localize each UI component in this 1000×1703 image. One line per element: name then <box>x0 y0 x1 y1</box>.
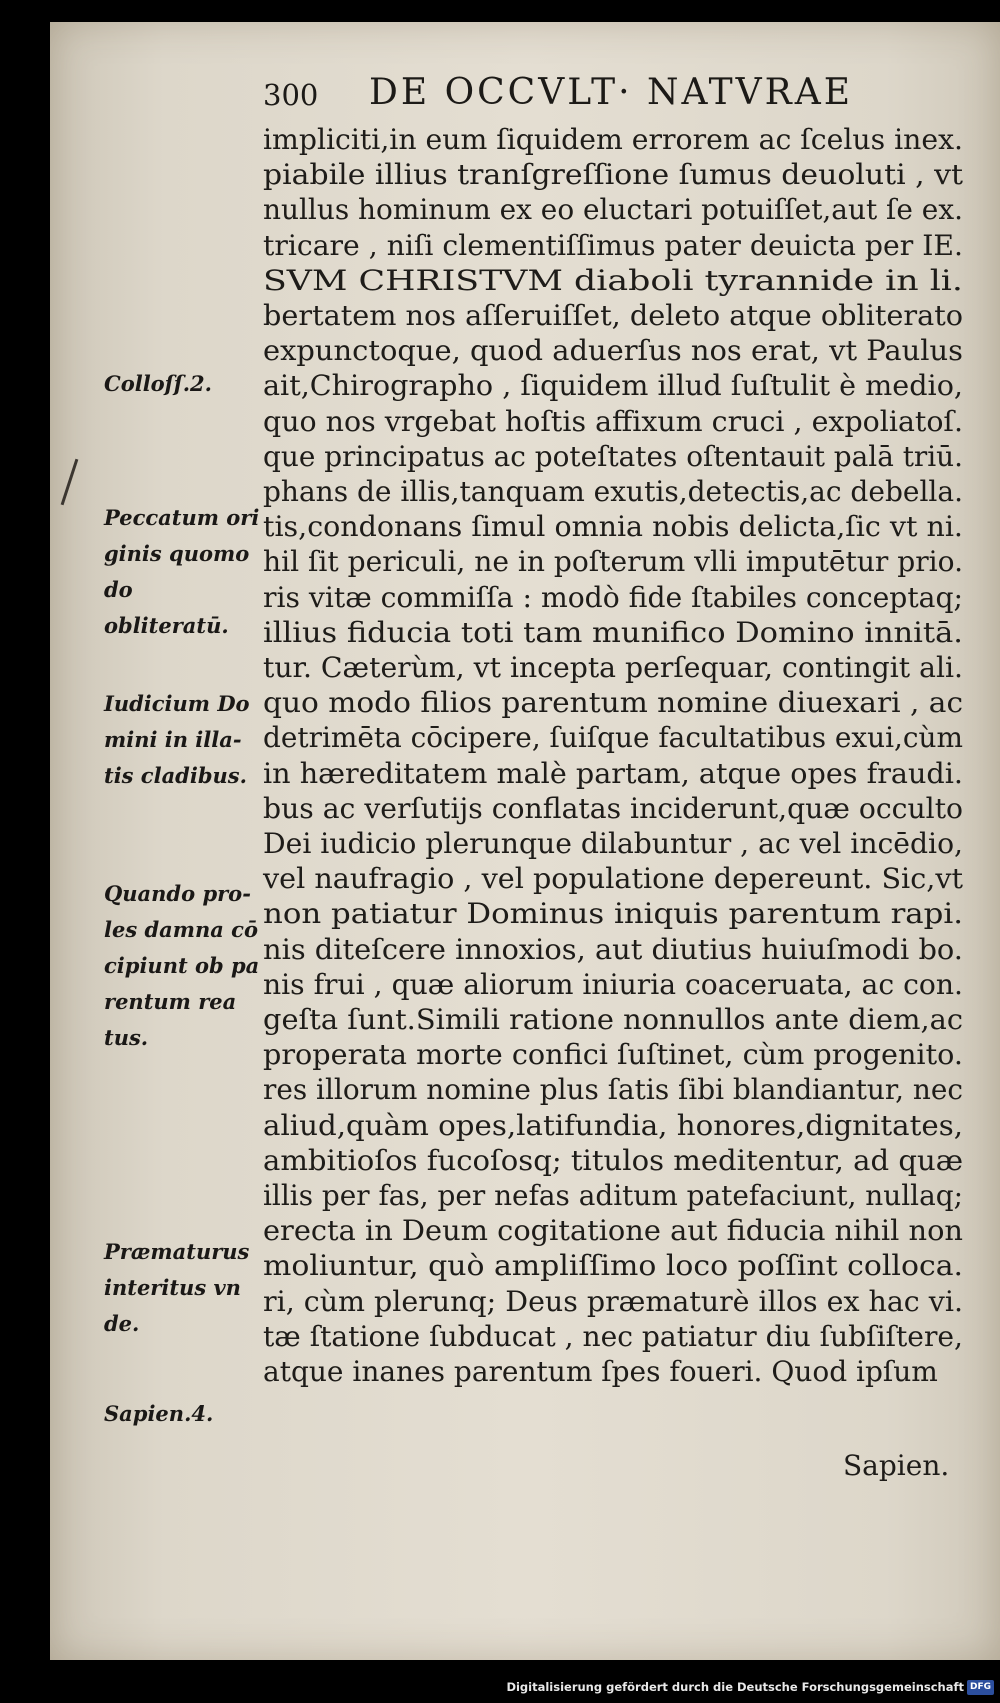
text-line-content: piabile illius tranſgreſſione ſumus deuoluti , vt <box>263 158 964 192</box>
text-line-content: illius fiducia toti tam munifico Domino innitā. <box>263 615 963 649</box>
text-line <box>263 298 964 333</box>
catchword: Sapien. <box>843 1449 950 1482</box>
text-line <box>263 1319 963 1354</box>
text-line <box>263 650 964 685</box>
text-line-content: tricare , niſi clementiſſimus pater deuicta per IE. <box>263 228 963 262</box>
text-line <box>263 333 963 368</box>
text-line-content: SVM CHRISTVM diaboli tyrannide in li. <box>263 263 963 297</box>
text-line <box>263 1178 965 1213</box>
text-line <box>263 439 966 474</box>
text-line-content: ri, cùm plerunq; Deus præmaturè illos ex hac vi. <box>263 1284 964 1318</box>
text-line <box>263 1143 964 1178</box>
text-line <box>263 1002 963 1037</box>
text-line-content: phans de illis,tanquam exutis,detectis,ac debella. <box>263 475 963 508</box>
text-line <box>263 826 964 861</box>
text-line <box>263 509 963 544</box>
text-line <box>263 861 964 896</box>
text-line-content: non patiatur Dominus iniquis parentum rapi. <box>263 897 964 931</box>
text-line-content: atque inanes parentum ſpes foueri. Quod ipſum <box>263 1355 938 1388</box>
page-header <box>263 72 883 122</box>
marginal-note: Colloſſ.2. <box>104 371 212 396</box>
text-line <box>263 1213 963 1248</box>
text-line-content: in hæreditatem malè partam, atque opes fraudi. <box>263 756 963 790</box>
marginal-note: Sapien.4. <box>104 1401 214 1426</box>
text-line <box>263 228 963 263</box>
text-line-content: Dei iudicio plerunque dilabuntur , ac vel incēdio, <box>263 827 964 860</box>
text-line <box>263 192 965 227</box>
marginal-note: Peccatum ori ginis quomo do obliteratū. <box>104 505 260 638</box>
text-line-content: tæ ſtatione ſubducat , nec patiatur diu ſubſiſtere, <box>263 1319 963 1353</box>
text-line-content: ris vitæ commiſſa : modò fide ſtabiles conceptaq; <box>263 580 964 614</box>
text-line <box>263 404 964 439</box>
text-line <box>263 580 964 615</box>
text-line-content: detrimēta cōcipere, ſuiſque facultatibus exui,cùm <box>263 721 964 755</box>
text-line-content: nullus hominum ex eo eluctari potuiſſet,aut ſe ex. <box>263 193 963 227</box>
text-line <box>263 122 964 157</box>
dfg-logo: DFG <box>967 1680 994 1695</box>
text-line <box>263 791 964 826</box>
digitization-footer <box>0 1674 1000 1703</box>
text-line <box>263 1037 963 1072</box>
text-line-content: illis per fas, per nefas aditum patefaciunt, nullaq; <box>263 1179 964 1212</box>
text-line-content: impliciti,in eum ſiquidem errorem ac ſcelus inex. <box>263 123 964 156</box>
text-line <box>263 932 963 967</box>
text-line-content: erecta in Deum cogitatione aut fiducia nihil non <box>263 1214 963 1248</box>
text-line-content: moliuntur, quò ampliſſimo loco poſſint colloca. <box>263 1249 964 1283</box>
text-line-content: bertatem nos aſſeruiſſet, deleto atque obliterato <box>263 299 964 332</box>
text-line <box>263 1284 964 1319</box>
text-line <box>263 896 964 931</box>
text-line-content: quo nos vrgebat hoſtis affixum cruci , expoliatoſ. <box>263 404 964 438</box>
text-line-content: aliud,quàm opes,latifundia, honores,dignitates, <box>263 1108 964 1142</box>
text-line <box>263 1072 965 1107</box>
text-line-content: nis diteſcere innoxios, aut diutius huiuſmodi bo. <box>263 932 963 966</box>
text-line-content: bus ac verſutijs conflatas inciderunt,quæ occulto <box>263 791 964 825</box>
text-line-content: properata morte confici ſuſtinet, cùm progenito. <box>263 1038 963 1072</box>
text-line-content: expunctoque, quod aduerſus nos erat, vt Paulus <box>263 334 963 368</box>
text-line-content: nis frui , quæ aliorum iniuria coaceruata, ac con. <box>263 967 963 1001</box>
running-head: DE OCCVLT· NATVRAE <box>369 72 853 113</box>
text-line-content: tis,condonans ſimul omnia nobis delicta,ſic vt ni. <box>263 510 963 544</box>
text-line <box>263 615 963 650</box>
text-line <box>263 967 963 1002</box>
text-line <box>263 544 964 579</box>
marginal-note: Iudicium Do mini in illa- tis cladibus. <box>104 691 250 788</box>
text-line <box>263 720 965 755</box>
text-line <box>263 1354 938 1389</box>
text-line <box>263 157 964 192</box>
text-line <box>263 263 963 298</box>
text-line-content: ait,Chirographo , ſiquidem illud ſuſtulit è medio, <box>263 369 964 403</box>
text-line <box>263 368 964 403</box>
text-line-content: vel naufragio , vel populatione depereunt. Sic,vt <box>263 862 964 896</box>
text-line-content: res illorum nomine plus ſatis ſibi blandiantur, nec <box>263 1073 964 1107</box>
text-line-content: geſta ſunt.Simili ratione nonnullos ante diem,ac <box>263 1003 963 1036</box>
text-line <box>263 1108 964 1143</box>
text-line-content: hil ſit periculi, ne in poſterum vlli imputētur prio. <box>263 545 964 579</box>
marginal-note: Præmaturus interitus vn de. <box>104 1239 250 1336</box>
text-line-content: ambitioſos fucoſosq; titulos meditentur, ad quæ <box>263 1143 964 1177</box>
text-line <box>263 756 963 791</box>
text-line <box>263 685 964 720</box>
text-line-content: tur. Cæterùm, vt incepta perſequar, contingit ali. <box>263 651 964 684</box>
funding-credit: Digitalisierung gefördert durch die Deutsche Forschungsgemeinschaft <box>506 1680 964 1694</box>
folio-number: 300 <box>263 78 319 112</box>
text-line <box>263 1248 964 1283</box>
text-line-content: quo modo filios parentum nomine diuexari , ac <box>263 686 964 720</box>
text-line-content: que principatus ac poteſtates oſtentauit palā triū. <box>263 439 964 473</box>
marginal-note: Quando pro- les damna cō cipiunt ob pa rentum rea tus. <box>104 881 260 1050</box>
text-line <box>263 474 963 509</box>
